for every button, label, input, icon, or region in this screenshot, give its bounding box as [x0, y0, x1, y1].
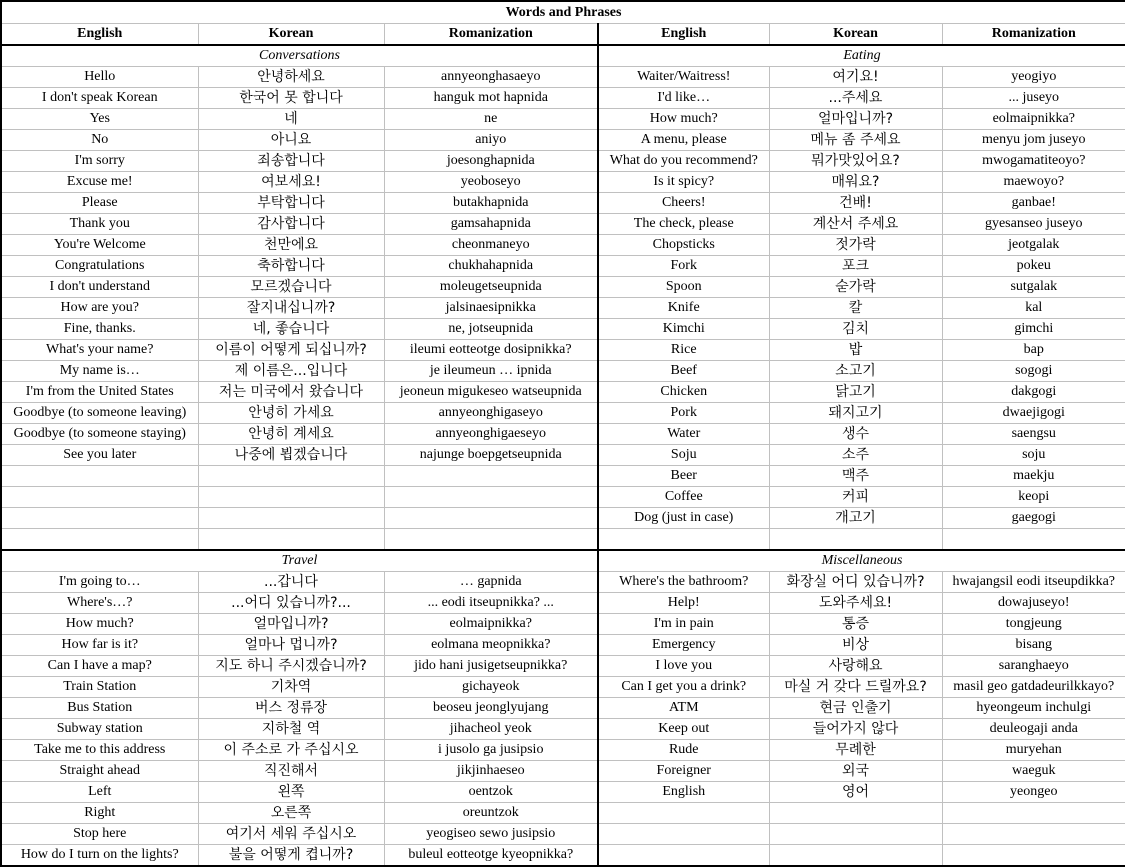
miscellaneous-korean-cell[interactable]: 외국 [769, 761, 942, 782]
empty-cell[interactable] [198, 487, 384, 508]
conversations-korean-cell[interactable]: 죄송합니다 [198, 151, 384, 172]
conversations-romanization-cell[interactable]: je ileumeun … ipnida [384, 361, 598, 382]
conversations-korean-cell[interactable]: 감사합니다 [198, 214, 384, 235]
table-row [1, 193, 1125, 214]
conversations-korean-cell[interactable]: 안녕하세요 [198, 67, 384, 88]
travel-english-cell[interactable]: How do I turn on the lights? [1, 845, 198, 867]
miscellaneous-romanization-cell[interactable]: bisang [942, 635, 1125, 656]
eating-english-cell[interactable]: A menu, please [598, 130, 769, 151]
travel-romanization-cell[interactable]: … gapnida [384, 572, 598, 593]
eating-english-cell[interactable]: Pork [598, 403, 769, 424]
conversations-korean-cell[interactable]: 아니요 [198, 130, 384, 151]
travel-korean-cell[interactable]: 여기서 세워 주십시오 [198, 824, 384, 845]
empty-cell[interactable] [384, 529, 598, 551]
table-row [1, 487, 1125, 508]
eating-english-cell[interactable]: Soju [598, 445, 769, 466]
eating-english-cell[interactable]: Coffee [598, 487, 769, 508]
conversations-english-cell[interactable]: I don't understand [1, 277, 198, 298]
table-row [1, 845, 1125, 867]
empty-cell[interactable] [942, 529, 1125, 551]
table-row [1, 529, 1125, 551]
table-row [1, 635, 1125, 656]
eating-romanization-cell[interactable]: maewoyo? [942, 172, 1125, 193]
travel-korean-cell[interactable]: ...갑니다 [198, 572, 384, 593]
table-row [1, 382, 1125, 403]
table-row [1, 403, 1125, 424]
empty-cell[interactable] [384, 487, 598, 508]
eating-english-cell[interactable]: Water [598, 424, 769, 445]
eating-romanization-cell[interactable]: gaegogi [942, 508, 1125, 529]
miscellaneous-romanization-cell[interactable]: masil geo gatdadeurilkkayo? [942, 677, 1125, 698]
conversations-korean-cell[interactable]: 이름이 어떻게 되십니까? [198, 340, 384, 361]
conversations-romanization-cell[interactable]: moleugetseupnida [384, 277, 598, 298]
conversations-korean-cell[interactable]: 부탁합니다 [198, 193, 384, 214]
table-row [1, 424, 1125, 445]
eating-korean-cell[interactable]: 젓가락 [769, 235, 942, 256]
conversations-korean-cell[interactable]: 여보세요! [198, 172, 384, 193]
empty-cell[interactable] [942, 845, 1125, 867]
eating-romanization-cell[interactable]: pokeu [942, 256, 1125, 277]
eating-korean-cell[interactable]: 맥주 [769, 466, 942, 487]
conversations-romanization-cell[interactable]: annyeonghigaseyo [384, 403, 598, 424]
table-row [1, 656, 1125, 677]
eating-korean-cell[interactable]: 포크 [769, 256, 942, 277]
table-row [1, 172, 1125, 193]
miscellaneous-romanization-cell[interactable]: waeguk [942, 761, 1125, 782]
empty-cell[interactable] [769, 824, 942, 845]
miscellaneous-english-cell[interactable]: I love you [598, 656, 769, 677]
table-row [1, 677, 1125, 698]
conversations-romanization-cell[interactable]: najunge boepgetseupnida [384, 445, 598, 466]
table-row [1, 614, 1125, 635]
miscellaneous-romanization-cell[interactable]: saranghaeyo [942, 656, 1125, 677]
conversations-english-cell[interactable]: Hello [1, 67, 198, 88]
eating-romanization-cell[interactable]: gimchi [942, 319, 1125, 340]
eating-romanization-cell[interactable]: gyesanseo juseyo [942, 214, 1125, 235]
miscellaneous-english-cell[interactable]: Help! [598, 593, 769, 614]
eating-romanization-cell[interactable]: sutgalak [942, 277, 1125, 298]
miscellaneous-english-cell[interactable]: English [598, 782, 769, 803]
eating-romanization-cell[interactable]: saengsu [942, 424, 1125, 445]
conversations-english-cell[interactable]: My name is… [1, 361, 198, 382]
column-header-romanization[interactable]: Romanization [942, 24, 1125, 46]
miscellaneous-korean-cell[interactable]: 영어 [769, 782, 942, 803]
travel-korean-cell[interactable]: 얼마입니까? [198, 614, 384, 635]
travel-korean-cell[interactable]: 기차역 [198, 677, 384, 698]
miscellaneous-english-cell[interactable]: Where's the bathroom? [598, 572, 769, 593]
column-header-korean[interactable]: Korean [769, 24, 942, 46]
travel-romanization-cell[interactable]: jihacheol yeok [384, 719, 598, 740]
table-row [1, 361, 1125, 382]
section-title-conversations[interactable]: Conversations [1, 45, 598, 67]
miscellaneous-korean-cell[interactable]: 비상 [769, 635, 942, 656]
eating-korean-cell[interactable]: 닭고기 [769, 382, 942, 403]
table-row [1, 67, 1125, 88]
conversations-english-cell[interactable]: No [1, 130, 198, 151]
eating-english-cell[interactable]: Knife [598, 298, 769, 319]
conversations-korean-cell[interactable]: 잘지내십니까? [198, 298, 384, 319]
eating-romanization-cell[interactable]: eolmaipnikka? [942, 109, 1125, 130]
travel-korean-cell[interactable]: 직진해서 [198, 761, 384, 782]
conversations-english-cell[interactable]: Thank you [1, 214, 198, 235]
table-row [1, 572, 1125, 593]
eating-english-cell[interactable]: The check, please [598, 214, 769, 235]
empty-cell[interactable] [769, 529, 942, 551]
travel-romanization-cell[interactable]: beoseu jeonglyujang [384, 698, 598, 719]
section-title-travel[interactable]: Travel [1, 550, 598, 572]
travel-romanization-cell[interactable]: i jusolo ga jusipsio [384, 740, 598, 761]
table-row [1, 109, 1125, 130]
eating-romanization-cell[interactable]: menyu jom juseyo [942, 130, 1125, 151]
conversations-korean-cell[interactable]: 축하합니다 [198, 256, 384, 277]
eating-english-cell[interactable]: What do you recommend? [598, 151, 769, 172]
eating-korean-cell[interactable]: 밥 [769, 340, 942, 361]
eating-korean-cell[interactable]: 개고기 [769, 508, 942, 529]
miscellaneous-korean-cell[interactable]: 들어가지 않다 [769, 719, 942, 740]
miscellaneous-english-cell[interactable]: Foreigner [598, 761, 769, 782]
travel-english-cell[interactable]: Where's…? [1, 593, 198, 614]
conversations-korean-cell[interactable]: 한국어 못 합니다 [198, 88, 384, 109]
table-row [1, 508, 1125, 529]
eating-korean-cell[interactable]: 소주 [769, 445, 942, 466]
conversations-romanization-cell[interactable]: ne, jotseupnida [384, 319, 598, 340]
table-row [1, 340, 1125, 361]
eating-korean-cell[interactable]: 얼마입니까? [769, 109, 942, 130]
miscellaneous-english-cell[interactable]: Keep out [598, 719, 769, 740]
miscellaneous-english-cell[interactable]: Can I get you a drink? [598, 677, 769, 698]
eating-romanization-cell[interactable]: ganbae! [942, 193, 1125, 214]
column-header-english[interactable]: English [1, 24, 198, 46]
conversations-korean-cell[interactable]: 제 이름은...입니다 [198, 361, 384, 382]
miscellaneous-romanization-cell[interactable]: yeongeo [942, 782, 1125, 803]
miscellaneous-english-cell[interactable]: Emergency [598, 635, 769, 656]
eating-english-cell[interactable]: Beef [598, 361, 769, 382]
miscellaneous-korean-cell[interactable]: 화장실 어디 있습니까? [769, 572, 942, 593]
travel-romanization-cell[interactable]: oreuntzok [384, 803, 598, 824]
table-row [1, 298, 1125, 319]
miscellaneous-korean-cell[interactable]: 무례한 [769, 740, 942, 761]
eating-english-cell[interactable]: Beer [598, 466, 769, 487]
table-row [1, 466, 1125, 487]
eating-korean-cell[interactable]: 칼 [769, 298, 942, 319]
eating-english-cell[interactable]: I'd like… [598, 88, 769, 109]
miscellaneous-korean-cell[interactable]: 도와주세요! [769, 593, 942, 614]
conversations-korean-cell[interactable]: 천만에요 [198, 235, 384, 256]
travel-romanization-cell[interactable]: eolmaipnikka? [384, 614, 598, 635]
travel-english-cell[interactable]: Subway station [1, 719, 198, 740]
eating-korean-cell[interactable]: 소고기 [769, 361, 942, 382]
conversations-romanization-cell[interactable]: butakhapnida [384, 193, 598, 214]
travel-romanization-cell[interactable]: gichayeok [384, 677, 598, 698]
conversations-romanization-cell[interactable]: hanguk mot hapnida [384, 88, 598, 109]
conversations-korean-cell[interactable]: 네 [198, 109, 384, 130]
conversations-english-cell[interactable]: Excuse me! [1, 172, 198, 193]
miscellaneous-romanization-cell[interactable]: muryehan [942, 740, 1125, 761]
conversations-korean-cell[interactable]: 네, 좋습니다 [198, 319, 384, 340]
travel-english-cell[interactable]: How far is it? [1, 635, 198, 656]
column-header-english[interactable]: English [598, 24, 769, 46]
section-title-eating[interactable]: Eating [598, 45, 1125, 67]
table-row [1, 803, 1125, 824]
travel-romanization-cell[interactable]: jikjinhaeseo [384, 761, 598, 782]
eating-english-cell[interactable]: How much? [598, 109, 769, 130]
table-row [1, 130, 1125, 151]
eating-korean-cell[interactable]: 숟가락 [769, 277, 942, 298]
eating-romanization-cell[interactable]: maekju [942, 466, 1125, 487]
conversations-english-cell[interactable]: Congratulations [1, 256, 198, 277]
eating-english-cell[interactable]: Dog (just in case) [598, 508, 769, 529]
table-row [1, 445, 1125, 466]
eating-english-cell[interactable]: Waiter/Waitress! [598, 67, 769, 88]
conversations-english-cell[interactable]: Please [1, 193, 198, 214]
table-row [1, 824, 1125, 845]
empty-cell[interactable] [1, 529, 198, 551]
travel-romanization-cell[interactable]: ... eodi itseupnikka? ... [384, 593, 598, 614]
miscellaneous-korean-cell[interactable]: 현금 인출기 [769, 698, 942, 719]
table-row [1, 593, 1125, 614]
eating-korean-cell[interactable]: 뭐가맛있어요? [769, 151, 942, 172]
eating-english-cell[interactable]: Is it spicy? [598, 172, 769, 193]
eating-romanization-cell[interactable]: yeogiyo [942, 67, 1125, 88]
conversations-romanization-cell[interactable]: jalsinaesipnikka [384, 298, 598, 319]
conversations-romanization-cell[interactable]: ne [384, 109, 598, 130]
eating-korean-cell[interactable]: 커피 [769, 487, 942, 508]
miscellaneous-romanization-cell[interactable]: deuleogaji anda [942, 719, 1125, 740]
conversations-english-cell[interactable]: See you later [1, 445, 198, 466]
table-row [1, 235, 1125, 256]
eating-korean-cell[interactable]: ...주세요 [769, 88, 942, 109]
table-row [1, 782, 1125, 803]
eating-romanization-cell[interactable]: jeotgalak [942, 235, 1125, 256]
miscellaneous-romanization-cell[interactable]: hyeongeum inchulgi [942, 698, 1125, 719]
eating-korean-cell[interactable]: 김치 [769, 319, 942, 340]
travel-english-cell[interactable]: I'm going to… [1, 572, 198, 593]
conversations-english-cell[interactable]: Goodbye (to someone leaving) [1, 403, 198, 424]
travel-romanization-cell[interactable]: eolmana meopnikka? [384, 635, 598, 656]
travel-korean-cell[interactable]: 지하철 역 [198, 719, 384, 740]
conversations-english-cell[interactable]: I don't speak Korean [1, 88, 198, 109]
travel-english-cell[interactable]: Bus Station [1, 698, 198, 719]
travel-english-cell[interactable]: Straight ahead [1, 761, 198, 782]
conversations-korean-cell[interactable]: 안녕히 계세요 [198, 424, 384, 445]
empty-cell[interactable] [598, 803, 769, 824]
travel-korean-cell[interactable]: 이 주소로 가 주십시오 [198, 740, 384, 761]
table-row [1, 256, 1125, 277]
column-header-korean[interactable]: Korean [198, 24, 384, 46]
miscellaneous-romanization-cell[interactable]: tongjeung [942, 614, 1125, 635]
sheet-title[interactable]: Words and Phrases [1, 1, 1125, 24]
conversations-english-cell[interactable]: Fine, thanks. [1, 319, 198, 340]
eating-korean-cell[interactable]: 돼지고기 [769, 403, 942, 424]
eating-english-cell[interactable]: Spoon [598, 277, 769, 298]
miscellaneous-korean-cell[interactable]: 통증 [769, 614, 942, 635]
conversations-english-cell[interactable]: What's your name? [1, 340, 198, 361]
eating-korean-cell[interactable]: 여기요! [769, 67, 942, 88]
miscellaneous-english-cell[interactable]: Rude [598, 740, 769, 761]
eating-english-cell[interactable]: Fork [598, 256, 769, 277]
empty-cell[interactable] [198, 508, 384, 529]
travel-english-cell[interactable]: Left [1, 782, 198, 803]
conversations-romanization-cell[interactable]: jeoneun migukeseo watseupnida [384, 382, 598, 403]
conversations-romanization-cell[interactable]: joesonghapnida [384, 151, 598, 172]
eating-english-cell[interactable]: Cheers! [598, 193, 769, 214]
travel-romanization-cell[interactable]: jido hani jusigetseupnikka? [384, 656, 598, 677]
eating-romanization-cell[interactable]: dakgogi [942, 382, 1125, 403]
table-row [1, 719, 1125, 740]
miscellaneous-romanization-cell[interactable]: dowajuseyo! [942, 593, 1125, 614]
table-row [1, 88, 1125, 109]
eating-korean-cell[interactable]: 계산서 주세요 [769, 214, 942, 235]
conversations-korean-cell[interactable]: 안녕히 가세요 [198, 403, 384, 424]
conversations-korean-cell[interactable]: 모르겠습니다 [198, 277, 384, 298]
conversations-korean-cell[interactable]: 나중에 뵙겠습니다 [198, 445, 384, 466]
travel-korean-cell[interactable]: 불을 어떻게 켭니까? [198, 845, 384, 867]
travel-korean-cell[interactable]: 얼마나 멉니까? [198, 635, 384, 656]
miscellaneous-english-cell[interactable]: ATM [598, 698, 769, 719]
travel-english-cell[interactable]: Stop here [1, 824, 198, 845]
travel-romanization-cell[interactable]: buleul eotteotge kyeopnikka? [384, 845, 598, 867]
eating-english-cell[interactable]: Kimchi [598, 319, 769, 340]
conversations-romanization-cell[interactable]: annyeonghigaeseyo [384, 424, 598, 445]
empty-cell[interactable] [942, 824, 1125, 845]
table-row [1, 761, 1125, 782]
conversations-romanization-cell[interactable]: annyeonghasaeyo [384, 67, 598, 88]
travel-english-cell[interactable]: Right [1, 803, 198, 824]
travel-romanization-cell[interactable]: yeogiseo sewo jusipsio [384, 824, 598, 845]
conversations-english-cell[interactable]: How are you? [1, 298, 198, 319]
eating-romanization-cell[interactable]: sogogi [942, 361, 1125, 382]
eating-english-cell[interactable]: Chicken [598, 382, 769, 403]
eating-romanization-cell[interactable]: keopi [942, 487, 1125, 508]
conversations-romanization-cell[interactable]: gamsahapnida [384, 214, 598, 235]
eating-romanization-cell[interactable]: bap [942, 340, 1125, 361]
empty-cell[interactable] [384, 508, 598, 529]
eating-korean-cell[interactable]: 메뉴 좀 주세요 [769, 130, 942, 151]
conversations-english-cell[interactable]: Goodbye (to someone staying) [1, 424, 198, 445]
table-row [1, 698, 1125, 719]
table-row [1, 214, 1125, 235]
miscellaneous-korean-cell[interactable]: 사랑해요 [769, 656, 942, 677]
table-row [1, 740, 1125, 761]
conversations-romanization-cell[interactable]: ileumi eotteotge dosipnikka? [384, 340, 598, 361]
eating-romanization-cell[interactable]: dwaejigogi [942, 403, 1125, 424]
table-row [1, 319, 1125, 340]
miscellaneous-korean-cell[interactable]: 마실 거 갖다 드릴까요? [769, 677, 942, 698]
conversations-romanization-cell[interactable]: aniyo [384, 130, 598, 151]
travel-korean-cell[interactable]: 지도 하니 주시겠습니까? [198, 656, 384, 677]
travel-korean-cell[interactable]: 버스 정류장 [198, 698, 384, 719]
eating-korean-cell[interactable]: 생수 [769, 424, 942, 445]
conversations-english-cell[interactable]: I'm sorry [1, 151, 198, 172]
empty-cell[interactable] [1, 466, 198, 487]
conversations-romanization-cell[interactable]: chukhahapnida [384, 256, 598, 277]
conversations-english-cell[interactable]: Yes [1, 109, 198, 130]
travel-english-cell[interactable]: Train Station [1, 677, 198, 698]
empty-cell[interactable] [598, 845, 769, 867]
eating-english-cell[interactable]: Chopsticks [598, 235, 769, 256]
table-row [1, 277, 1125, 298]
eating-romanization-cell[interactable]: ... juseyo [942, 88, 1125, 109]
empty-cell[interactable] [198, 466, 384, 487]
eating-korean-cell[interactable]: 매워요? [769, 172, 942, 193]
travel-romanization-cell[interactable]: oentzok [384, 782, 598, 803]
conversations-korean-cell[interactable]: 저는 미국에서 왔습니다 [198, 382, 384, 403]
conversations-english-cell[interactable]: You're Welcome [1, 235, 198, 256]
eating-english-cell[interactable]: Rice [598, 340, 769, 361]
empty-cell[interactable] [1, 487, 198, 508]
eating-romanization-cell[interactable]: soju [942, 445, 1125, 466]
travel-korean-cell[interactable]: ...어디 있습니까?... [198, 593, 384, 614]
eating-romanization-cell[interactable]: kal [942, 298, 1125, 319]
section-title-miscellaneous[interactable]: Miscellaneous [598, 550, 1125, 572]
eating-korean-cell[interactable]: 건배! [769, 193, 942, 214]
travel-english-cell[interactable]: How much? [1, 614, 198, 635]
conversations-romanization-cell[interactable]: yeoboseyo [384, 172, 598, 193]
eating-romanization-cell[interactable]: mwogamatiteoyo? [942, 151, 1125, 172]
column-header-romanization[interactable]: Romanization [384, 24, 598, 46]
travel-korean-cell[interactable]: 왼쪽 [198, 782, 384, 803]
conversations-romanization-cell[interactable]: cheonmaneyo [384, 235, 598, 256]
empty-cell[interactable] [1, 508, 198, 529]
empty-cell[interactable] [198, 529, 384, 551]
empty-cell[interactable] [598, 529, 769, 551]
miscellaneous-romanization-cell[interactable]: hwajangsil eodi itseupdikka? [942, 572, 1125, 593]
empty-cell[interactable] [384, 466, 598, 487]
table-row [1, 151, 1125, 172]
travel-korean-cell[interactable]: 오른쪽 [198, 803, 384, 824]
travel-english-cell[interactable]: Can I have a map? [1, 656, 198, 677]
travel-english-cell[interactable]: Take me to this address [1, 740, 198, 761]
empty-cell[interactable] [769, 803, 942, 824]
empty-cell[interactable] [598, 824, 769, 845]
miscellaneous-english-cell[interactable]: I'm in pain [598, 614, 769, 635]
empty-cell[interactable] [769, 845, 942, 867]
conversations-english-cell[interactable]: I'm from the United States [1, 382, 198, 403]
empty-cell[interactable] [942, 803, 1125, 824]
